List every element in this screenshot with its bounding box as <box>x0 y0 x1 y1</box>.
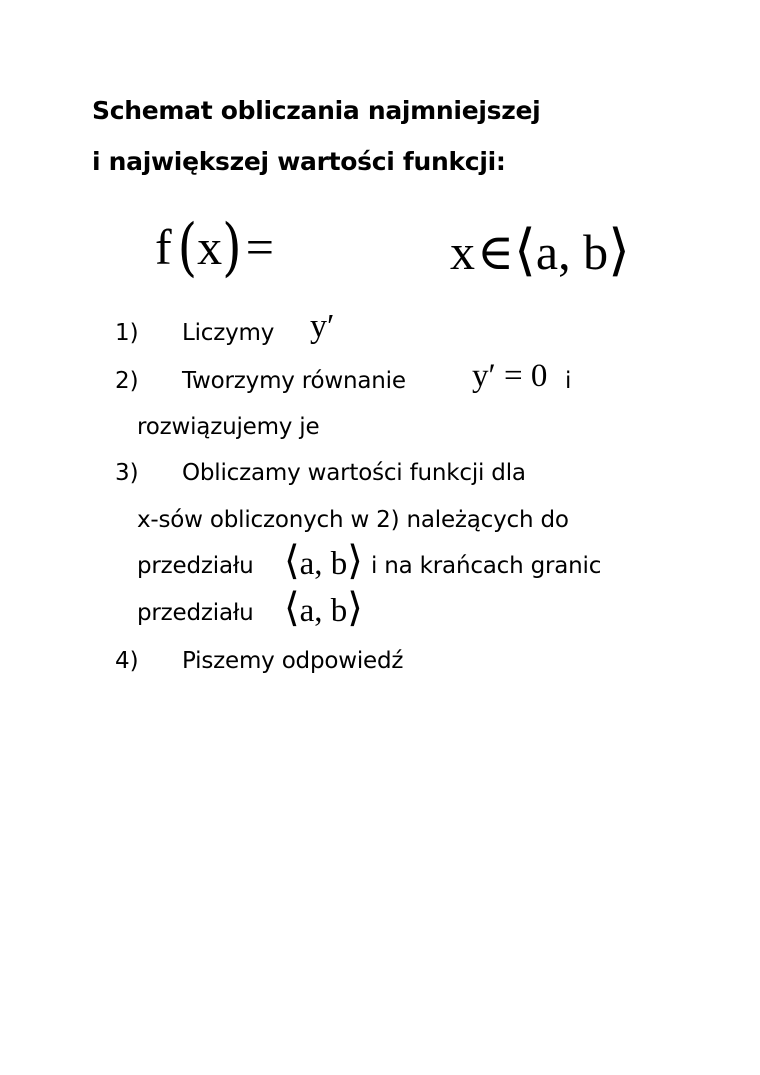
domain-rangle: ⟩ <box>608 218 630 283</box>
interval-2-ab: a, b <box>299 593 348 629</box>
interval-1-langle: ⟨ <box>284 538 300 584</box>
interval-2-rangle: ⟩ <box>347 585 363 631</box>
step-2-text: Tworzymy równanie <box>182 368 406 394</box>
domain-formula <box>450 218 630 283</box>
step-1-number: 1) <box>115 320 139 346</box>
step-3-interval-2 <box>284 585 363 631</box>
step-3-continuation-3-pre: przedziału <box>137 600 254 626</box>
formula-f: f <box>155 219 172 275</box>
interval-2-langle: ⟨ <box>284 585 300 631</box>
domain-ab: a, b <box>535 224 609 280</box>
step-2-number: 2) <box>115 368 139 394</box>
step-4-text: Piszemy odpowiedź <box>182 648 404 674</box>
step-2-math: y′ = 0 <box>472 358 548 394</box>
step-3-continuation-1: x-sów obliczonych w 2) należących do <box>137 507 569 533</box>
domain-langle: ⟨ <box>514 218 536 283</box>
formula-x: x <box>197 219 223 275</box>
step-2-after: i <box>565 368 572 394</box>
interval-1-rangle: ⟩ <box>347 538 363 584</box>
step-3-number: 3) <box>115 460 139 486</box>
title-line-2: i największej wartości funkcji: <box>92 147 506 176</box>
step-4-number: 4) <box>115 648 139 674</box>
step-3-continuation-2-post: i na krańcach granic <box>371 553 602 579</box>
step-3-text: Obliczamy wartości funkcji dla <box>182 460 526 486</box>
formula-lparen: ( <box>177 210 198 284</box>
interval-1-ab: a, b <box>299 546 348 582</box>
formula-rparen: ) <box>222 210 242 284</box>
function-formula <box>155 210 274 284</box>
formula-eq: = <box>245 219 274 275</box>
step-2-continuation: rozwiązujemy je <box>137 414 320 440</box>
step-1-math: y′ <box>310 308 335 345</box>
step-1-text: Liczymy <box>182 320 275 346</box>
domain-in: ∈ <box>477 224 515 280</box>
step-3-continuation-2-pre: przedziału <box>137 553 254 579</box>
domain-x: x <box>450 224 475 280</box>
step-3-interval-1 <box>284 538 363 584</box>
title-line-1: Schemat obliczania najmniejszej <box>92 96 541 125</box>
